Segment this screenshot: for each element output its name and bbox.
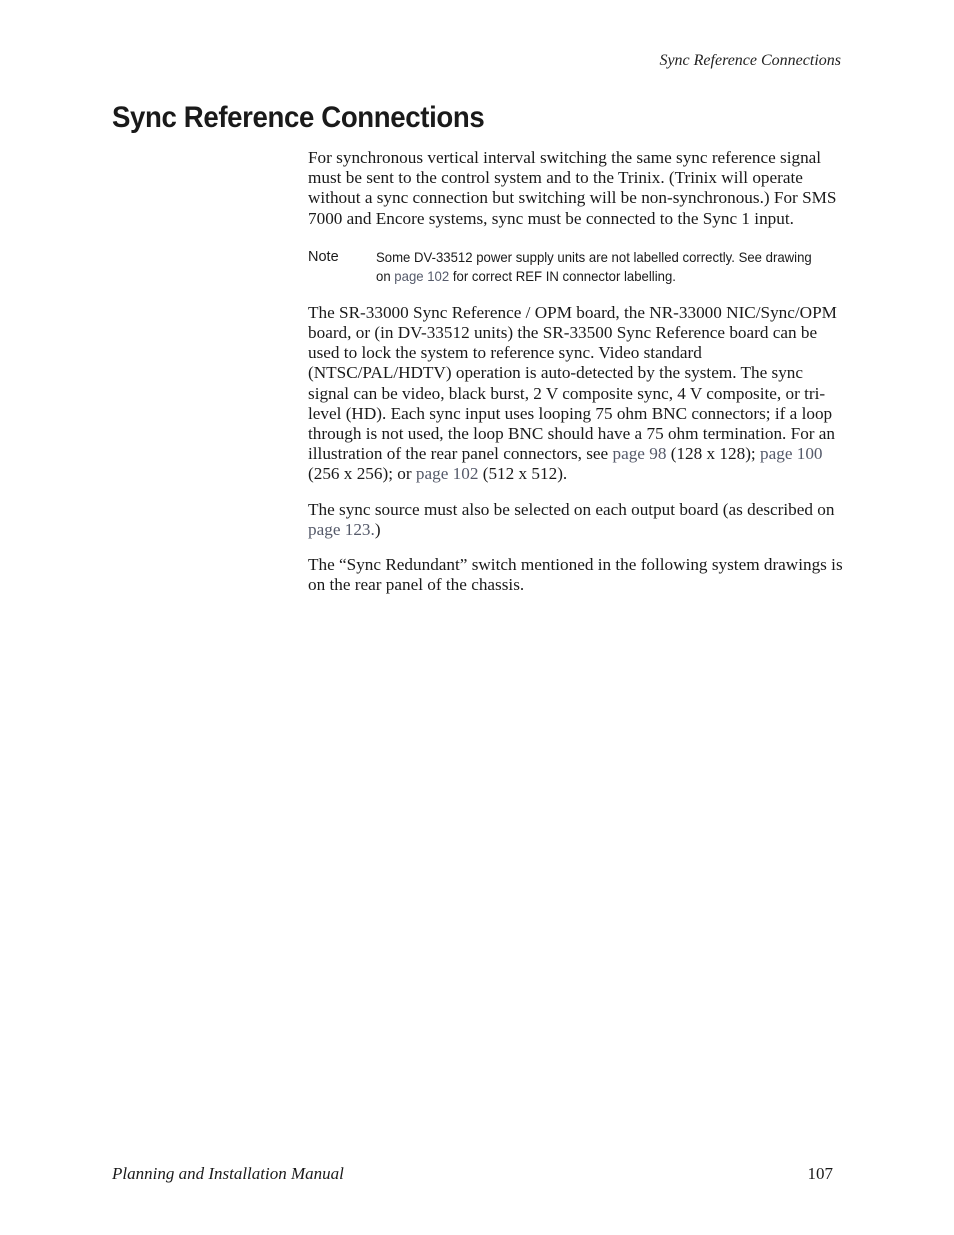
para3-text-2: ) (374, 519, 381, 539)
paragraph-sync-boards (308, 303, 844, 485)
footer-manual-title: Planning and Installation Manual (112, 1164, 344, 1183)
paragraph-intro: For synchronous vertical interval switching the same sync reference signal must be sent to the control system and to the Trinix. (Trinix will operate without a sync connection but switching will be non-synchronous.) For SMS 7000 and Encore systems, sync must be connected to the Sync 1 input. (308, 148, 837, 228)
note-label: Note (308, 248, 339, 265)
para2-text-4: (512 x 512). (478, 464, 568, 484)
running-header: Sync Reference Connections (659, 52, 841, 69)
page-123-link[interactable]: page 123. (308, 519, 375, 539)
page-98-link[interactable]: page 98 (612, 444, 667, 464)
body-column (308, 148, 844, 595)
para2-text-2: (128 x 128); (666, 444, 760, 464)
paragraph-sync-source (308, 500, 844, 540)
paragraph-sync-redundant: The “Sync Redundant” switch mentioned in the following system drawings is on the rear panel of the chassis. (308, 555, 843, 595)
note-text-before: Some DV-33512 power supply units are not labelled correctly. See drawing on (376, 248, 812, 284)
page-102-link-2[interactable]: page 102 (415, 464, 479, 484)
section-title: Sync Reference Connections (112, 101, 485, 134)
para2-text-3: (256 x 256); or (308, 464, 416, 484)
para3-text-1: The sync source must also be selected on each output board (as described on (308, 499, 835, 519)
note-text-after: for correct REF IN connector labelling. (449, 267, 676, 284)
note-text (376, 248, 816, 286)
para2-text-1: The SR-33000 Sync Reference / OPM board, the NR-33000 NIC/Sync/OPM board, or (in DV-33512 units) the SR-33500 Sync Reference board can be used to lock the system to reference sync. Video standard (NTSC/PAL/HDTV) operation is auto-detected by the system. The sync signal can be video, black burst, 2 V composite sync, 4 V composite, or tri-level (HD). Each sync input uses looping 75 ohm BNC connectors; if a loop through is not used, the loop BNC should have a 75 ohm termination. For an illustration of the rear panel connectors, see (308, 302, 837, 464)
page-100-link[interactable]: page 100 (760, 444, 823, 464)
footer-page-number: 107 (807, 1164, 833, 1183)
note-block (308, 248, 844, 286)
page-102-link[interactable]: page 102 (394, 267, 450, 284)
